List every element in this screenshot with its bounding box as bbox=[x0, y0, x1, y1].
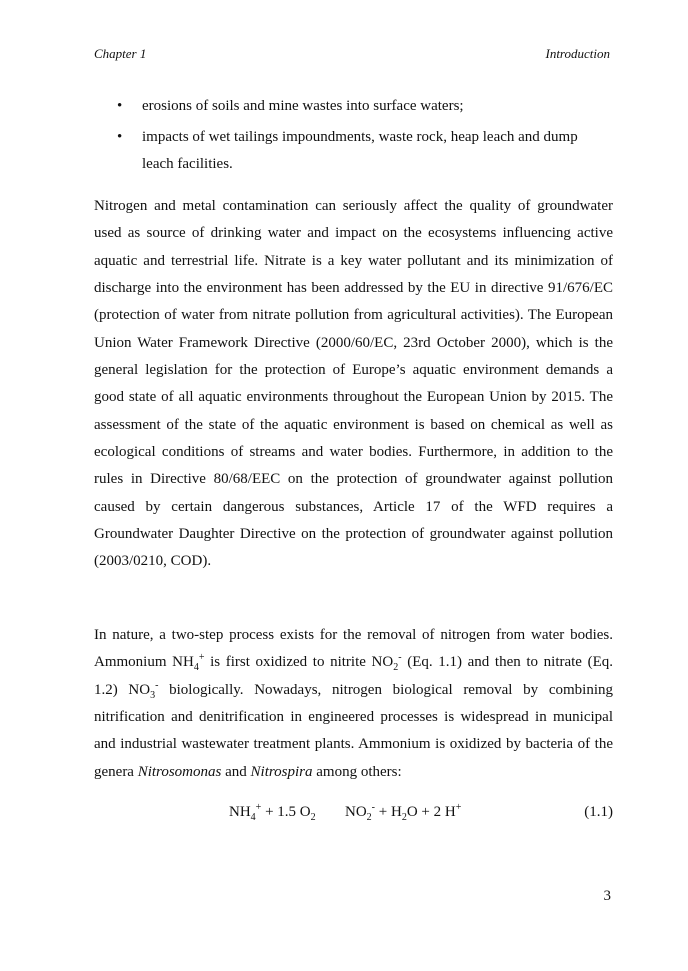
equation-products: $NO_2^- + H_2O + 2$ H+ bbox=[345, 802, 462, 823]
bullet-text: erosions of soils and mine wastes into surface waters; bbox=[142, 98, 464, 114]
equation-number: (1.1) bbox=[584, 804, 613, 820]
genus-name: Nitrospira bbox=[250, 763, 313, 780]
running-header-chapter: Chapter 1 bbox=[94, 46, 147, 61]
paragraph-nitrogen-removal: In nature, a two-step process exists for the removal of nitrogen from water bodies. Ammonium $NH_4^+$ is first oxidized to nitrite $NO_2^-$ (Eq. 1.1) and then to nitrate (Eq. 1.2) $NO_3^-$ biologically. Nowadays, nitrogen biological removal by combining nitrification and denitrification in engineered processes is widespread in municipal and industrial wastewater treatment plants. Ammonium is oxidized by bacteria of the genera Nitrosomonas and Nitrospira among others: bbox=[94, 627, 614, 780]
running-header-section: Introduction bbox=[545, 46, 610, 61]
bullet-icon: • bbox=[117, 129, 123, 145]
equation-reactants: $NH_4^+ + 1.5$ $O_2$ bbox=[229, 802, 316, 823]
list-item bbox=[94, 93, 613, 120]
genus-name: Nitrosomonas bbox=[137, 763, 222, 780]
bullet-list bbox=[94, 93, 613, 182]
list-item bbox=[94, 124, 613, 178]
bullet-text: impacts of wet tailings impoundments, waste rock, heap leach and dump leach facilities. bbox=[142, 129, 578, 172]
page-number: 3 bbox=[603, 888, 611, 904]
paragraph-contamination: Nitrogen and metal contamination can seriously affect the quality of groundwater used as source of drinking water and impact on the ecosystems influencing active aquatic and terrestrial life. Nitrate is a key water pollutant and its minimization of discharge into the environment has been addressed by the EU in directive 91/676/EC (protection of water from nitrate pollution from agricultural activities). The European Union Water Framework Directive (2000/60/EC, 23rd October 2000), which is the general legislation for the protection of Europe’s aquatic environment demands a good state of all aquatic environments throughout the European Union by 2015. The assessment of the state of the aquatic environment is based on chemical as well as ecological conditions of streams and water bodies. Furthermore, in addition to the rules in Directive 80/68/EEC on the protection of groundwater against pollution caused by certain dangerous substances, Article 17 of the WFD requires a Groundwater Daughter Directive on the protection of groundwater against pollution (2003/0210, COD). bbox=[94, 198, 613, 570]
equation-1-1 bbox=[94, 804, 613, 832]
bullet-icon: • bbox=[117, 98, 123, 114]
